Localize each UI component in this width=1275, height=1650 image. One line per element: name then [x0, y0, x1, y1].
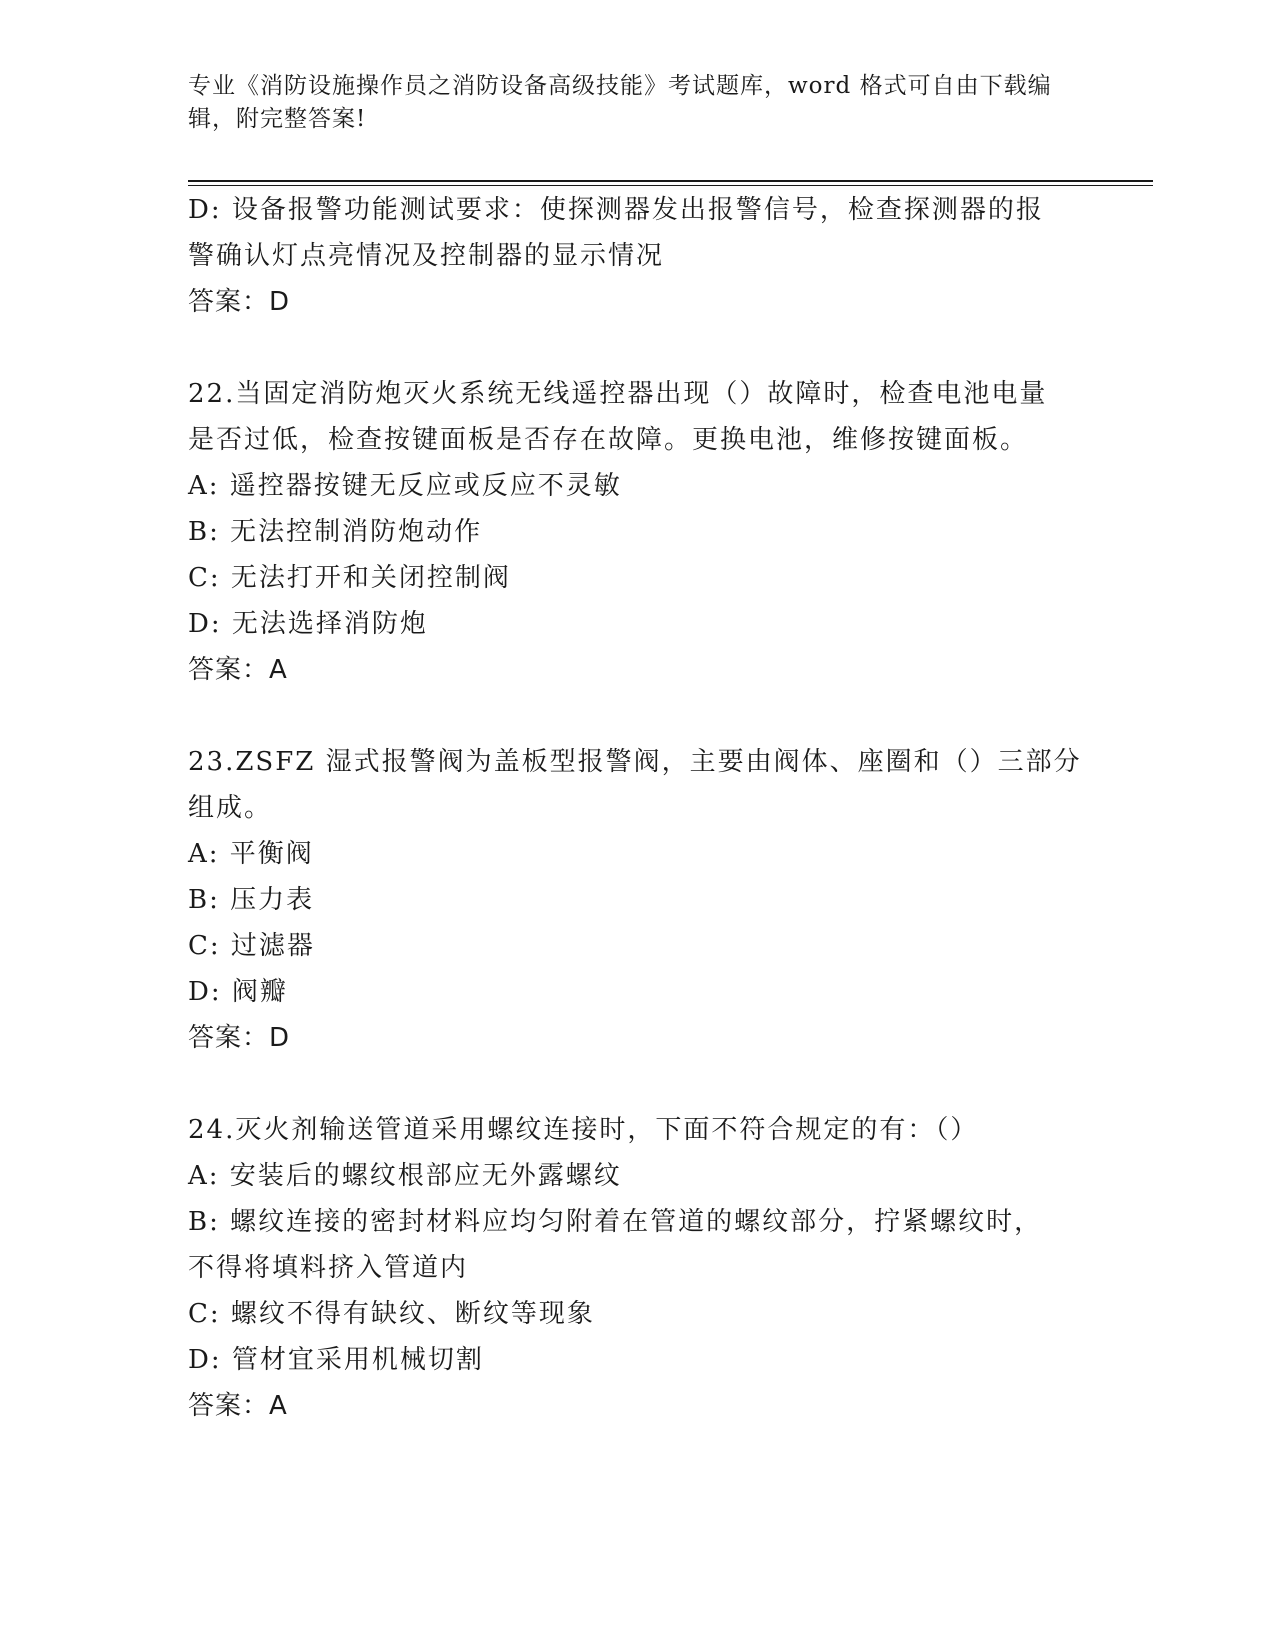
option-b-continued: 不得将填料挤入管道内 — [188, 1253, 469, 1283]
option-b: B: 螺纹连接的密封材料应均匀附着在管道的螺纹部分，拧紧螺纹时， — [188, 1207, 1043, 1237]
option-d-continued: 警确认灯点亮情况及控制器的显示情况 — [188, 241, 665, 271]
option-c: C: 过滤器 — [188, 931, 315, 961]
option-b: B: 压力表 — [188, 885, 315, 915]
answer-line: 答案：A — [188, 655, 288, 685]
spacer — [188, 1061, 1088, 1107]
option-b: B: 无法控制消防炮动作 — [188, 517, 483, 547]
question-stem: 24.灭火剂输送管道采用螺纹连接时，下面不符合规定的有：（） — [188, 1115, 979, 1145]
spacer — [188, 325, 1088, 371]
option-a: A: 平衡阀 — [188, 839, 314, 869]
question-24 — [188, 1107, 1088, 1429]
option-d: D: 阀瓣 — [188, 977, 288, 1007]
prev-question-tail — [188, 187, 1088, 325]
document-header — [188, 70, 1088, 136]
question-22 — [188, 371, 1088, 693]
header-line: 辑，附完整答案! — [188, 106, 367, 132]
question-stem-continued: 是否过低，检查按键面板是否存在故障。更换电池，维修按键面板。 — [188, 425, 1029, 455]
option-a: A: 遥控器按键无反应或反应不灵敏 — [188, 471, 622, 501]
option-c: C: 螺纹不得有缺纹、断纹等现象 — [188, 1299, 595, 1329]
option-d: D: 无法选择消防炮 — [188, 609, 428, 639]
question-23 — [188, 739, 1088, 1061]
answer-line: 答案：D — [188, 1023, 291, 1053]
option-c: C: 无法打开和关闭控制阀 — [188, 563, 511, 593]
answer-line: 答案：A — [188, 1391, 288, 1421]
header-divider-thin — [188, 185, 1153, 186]
answer-line: 答案：D — [188, 287, 291, 317]
option-d: D: 管材宜采用机械切割 — [188, 1345, 484, 1375]
option-a: A: 安装后的螺纹根部应无外露螺纹 — [188, 1161, 622, 1191]
header-line: 专业《消防设施操作员之消防设备高级技能》考试题库，word 格式可自由下载编 — [188, 73, 1052, 99]
question-stem: 22.当固定消防炮灭火系统无线遥控器出现（）故障时，检查电池电量 — [188, 379, 1048, 409]
header-divider — [188, 180, 1153, 182]
spacer — [188, 693, 1088, 739]
question-stem-continued: 组成。 — [188, 793, 273, 823]
question-stem: 23.ZSFZ 湿式报警阀为盖板型报警阀，主要由阀体、座圈和（）三部分 — [188, 747, 1082, 777]
question-content — [188, 187, 1088, 1429]
option-d: D: 设备报警功能测试要求：使探测器发出报警信号，检查探测器的报 — [188, 195, 1044, 225]
